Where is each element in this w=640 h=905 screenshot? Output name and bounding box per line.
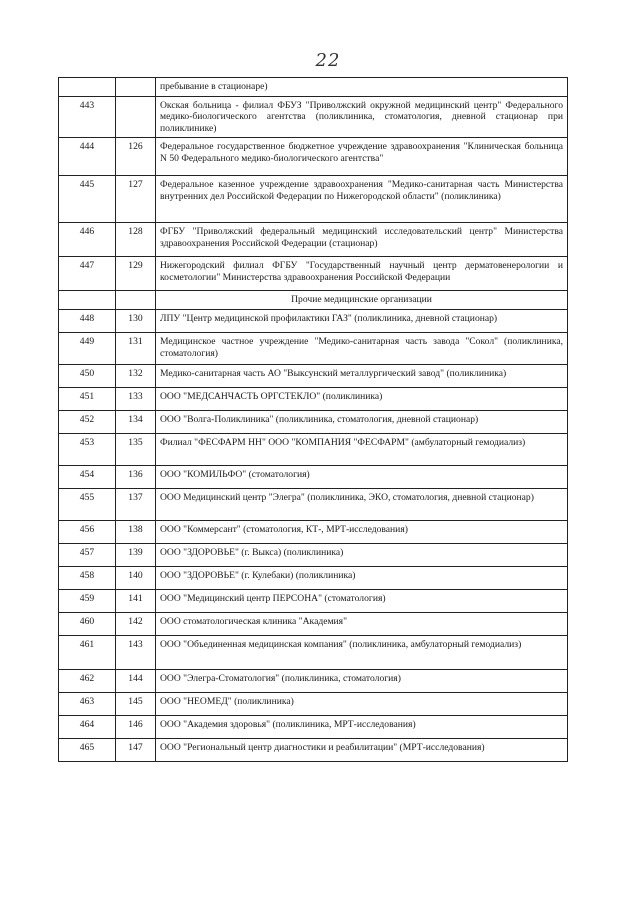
organization-name-cell: Медицинское частное учреждение "Медико-санитарная часть завода "Сокол" (поликлиника, стоматология) xyxy=(156,333,568,365)
table-row xyxy=(59,388,568,411)
organization-name-cell: пребывание в стационаре) xyxy=(156,78,568,97)
row-subnumber-cell: 131 xyxy=(116,333,156,365)
row-number-cell: 465 xyxy=(59,739,116,762)
table-row xyxy=(59,613,568,636)
organization-name-cell: Медико-санитарная часть АО "Выксунский металлургический завод" (поликлиника) xyxy=(156,365,568,388)
organization-name-cell: ООО "Медицинский центр ПЕРСОНА" (стоматология) xyxy=(156,590,568,613)
table-row xyxy=(59,636,568,670)
row-subnumber-cell: 144 xyxy=(116,670,156,693)
row-number-cell: 456 xyxy=(59,521,116,544)
row-number-cell: 446 xyxy=(59,223,116,257)
table-row xyxy=(59,544,568,567)
row-number-cell: 444 xyxy=(59,138,116,176)
organization-name-cell: ООО "Академия здоровья" (поликлиника, МРТ-исследования) xyxy=(156,716,568,739)
row-subnumber-cell: 134 xyxy=(116,411,156,434)
row-number-cell: 461 xyxy=(59,636,116,670)
organization-name-cell: Филиал "ФЕСФАРМ НН" ООО "КОМПАНИЯ "ФЕСФАРМ" (амбулаторный гемодиализ) xyxy=(156,434,568,466)
row-subnumber-cell: 145 xyxy=(116,693,156,716)
organization-name-cell: ООО стоматологическая клиника "Академия" xyxy=(156,613,568,636)
table-row xyxy=(59,78,568,97)
row-subnumber-cell: 129 xyxy=(116,257,156,291)
row-number-cell: 457 xyxy=(59,544,116,567)
row-number-cell: 452 xyxy=(59,411,116,434)
row-subnumber-cell: 143 xyxy=(116,636,156,670)
registry-table-body xyxy=(59,78,568,762)
table-row xyxy=(59,489,568,521)
table-row xyxy=(59,411,568,434)
organization-name-cell: ООО "МЕДСАНЧАСТЬ ОРГСТЕКЛО" (поликлиника) xyxy=(156,388,568,411)
row-subnumber-cell: 135 xyxy=(116,434,156,466)
organization-name-cell: Нижегородский филиал ФГБУ "Государственный научный центр дерматовенерологии и косметологии" Министерства здравоохранения Российской Федерации xyxy=(156,257,568,291)
row-number-cell: 453 xyxy=(59,434,116,466)
row-subnumber-cell: 146 xyxy=(116,716,156,739)
row-subnumber-cell: 142 xyxy=(116,613,156,636)
table-row xyxy=(59,670,568,693)
organization-name-cell: Окская больница - филиал ФБУЗ "Приволжский окружной медицинский центр" Федерального медико-биологического агентства (поликлиника, стоматология, дневной стационар при поликлинике) xyxy=(156,96,568,138)
row-subnumber-cell: 128 xyxy=(116,223,156,257)
row-subnumber-cell: 137 xyxy=(116,489,156,521)
row-subnumber-cell: 132 xyxy=(116,365,156,388)
row-subnumber-cell xyxy=(116,96,156,138)
row-subnumber-cell xyxy=(116,291,156,310)
table-row xyxy=(59,434,568,466)
table-row xyxy=(59,693,568,716)
table-row xyxy=(59,138,568,176)
organization-name-cell: ЛПУ "Центр медицинской профилактики ГАЗ" (поликлиника, дневной стационар) xyxy=(156,310,568,333)
organization-name-cell: ООО "ЗДОРОВЬЕ" (г. Кулебаки) (поликлиника) xyxy=(156,567,568,590)
table-row xyxy=(59,567,568,590)
row-number-cell: 449 xyxy=(59,333,116,365)
table-row xyxy=(59,466,568,489)
row-number-cell: 458 xyxy=(59,567,116,590)
row-number-cell xyxy=(59,78,116,97)
row-number-cell: 460 xyxy=(59,613,116,636)
organization-name-cell: ООО "КОМИЛЬФО" (стоматология) xyxy=(156,466,568,489)
row-number-cell: 459 xyxy=(59,590,116,613)
organization-name-cell: Федеральное государственное бюджетное учреждение здравоохранения "Клиническая больница N 50 Федерального медико-биологического агентства" xyxy=(156,138,568,176)
organization-name-cell: ООО "Волга-Поликлиника" (поликлиника, стоматология, дневной стационар) xyxy=(156,411,568,434)
row-subnumber-cell: 130 xyxy=(116,310,156,333)
organization-name-cell: ООО "ЗДОРОВЬЕ" (г. Выкса) (поликлиника) xyxy=(156,544,568,567)
row-number-cell: 454 xyxy=(59,466,116,489)
row-number-cell: 448 xyxy=(59,310,116,333)
table-row xyxy=(59,257,568,291)
table-row xyxy=(59,96,568,138)
table-row xyxy=(59,176,568,223)
row-number-cell xyxy=(59,291,116,310)
row-subnumber-cell: 127 xyxy=(116,176,156,223)
row-number-cell: 455 xyxy=(59,489,116,521)
row-subnumber-cell: 140 xyxy=(116,567,156,590)
row-number-cell: 463 xyxy=(59,693,116,716)
page-number: 22 xyxy=(315,50,341,71)
row-subnumber-cell xyxy=(116,78,156,97)
row-subnumber-cell: 133 xyxy=(116,388,156,411)
row-number-cell: 451 xyxy=(59,388,116,411)
organization-name-cell: ООО "Коммерсант" (стоматология, КТ-, МРТ-исследования) xyxy=(156,521,568,544)
row-number-cell: 445 xyxy=(59,176,116,223)
row-number-cell: 450 xyxy=(59,365,116,388)
table-row xyxy=(59,333,568,365)
table-row xyxy=(59,310,568,333)
row-subnumber-cell: 139 xyxy=(116,544,156,567)
row-subnumber-cell: 141 xyxy=(116,590,156,613)
table-row xyxy=(59,521,568,544)
row-subnumber-cell: 138 xyxy=(116,521,156,544)
organization-name-cell: ООО "Объединенная медицинская компания" (поликлиника, амбулаторный гемодиализ) xyxy=(156,636,568,670)
row-number-cell: 443 xyxy=(59,96,116,138)
organization-name-cell: ООО "НЕОМЕД" (поликлиника) xyxy=(156,693,568,716)
table-row xyxy=(59,716,568,739)
table-row xyxy=(59,590,568,613)
organization-name-cell: ООО Медицинский центр "Элегра" (поликлиника, ЭКО, стоматология, дневной стационар) xyxy=(156,489,568,521)
row-subnumber-cell: 126 xyxy=(116,138,156,176)
row-subnumber-cell: 147 xyxy=(116,739,156,762)
organization-name-cell: ФГБУ "Приволжский федеральный медицинский исследовательский центр" Министерства здравоохранения Российской Федерации (стационар) xyxy=(156,223,568,257)
organization-name-cell: ООО "Региональный центр диагностики и реабилитации" (МРТ-исследования) xyxy=(156,739,568,762)
registry-table xyxy=(58,77,568,762)
table-row xyxy=(59,223,568,257)
row-number-cell: 447 xyxy=(59,257,116,291)
row-number-cell: 464 xyxy=(59,716,116,739)
organization-name-cell: Федеральное казенное учреждение здравоохранения "Медико-санитарная часть Министерства внутренних дел Российской Федерации по Нижегородской области" (поликлиника) xyxy=(156,176,568,223)
section-header-row xyxy=(59,291,568,310)
table-row xyxy=(59,739,568,762)
organization-name-cell: ООО "Элегра-Стоматология" (поликлиника, стоматология) xyxy=(156,670,568,693)
table-row xyxy=(59,365,568,388)
row-number-cell: 462 xyxy=(59,670,116,693)
row-subnumber-cell: 136 xyxy=(116,466,156,489)
section-title: Прочие медицинские организации xyxy=(156,291,568,310)
